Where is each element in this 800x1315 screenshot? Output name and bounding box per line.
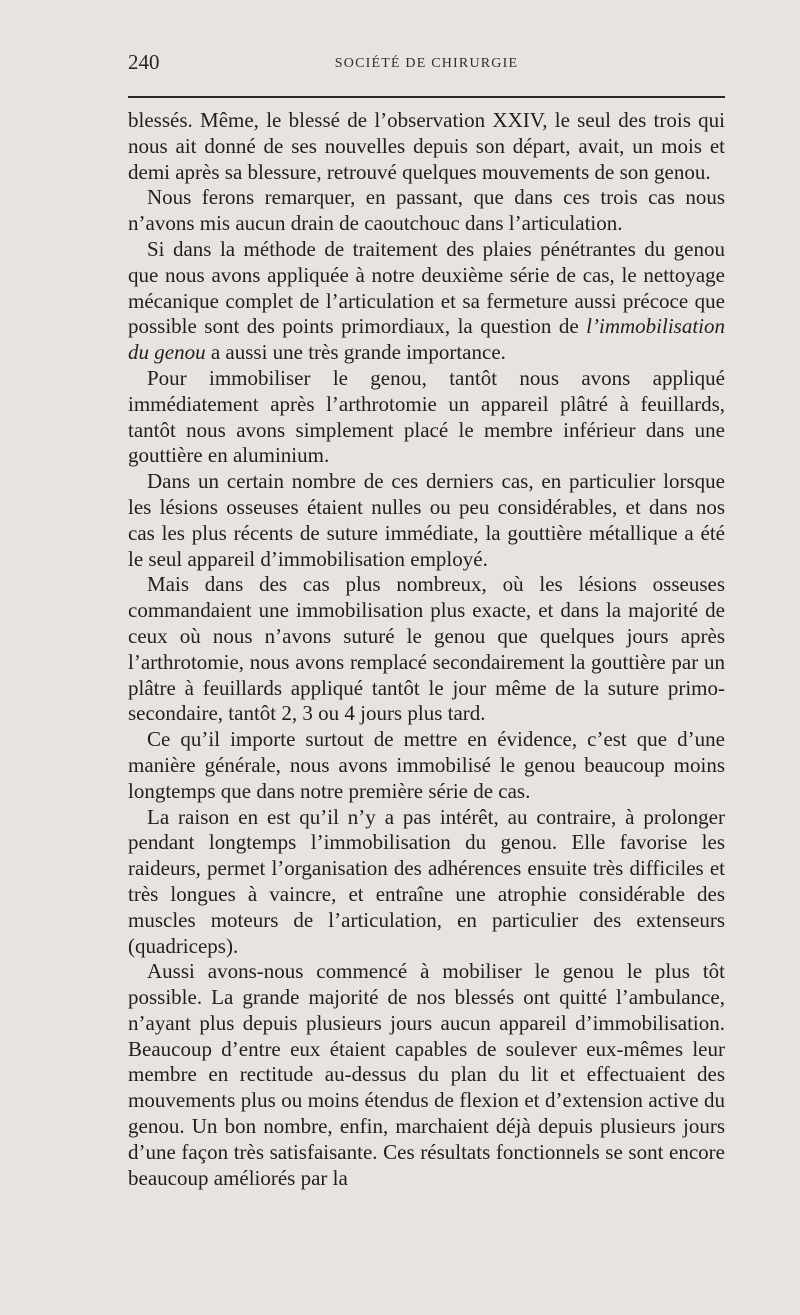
- paragraph-5: Dans un certain nombre de ces derniers cas, en particulier lorsque les lésions osseuses étaient nulles ou peu considérables, et dans nos cas les plus récents de suture immédiate, la gouttière métallique a été le seul appareil d’immobilisation employé.: [128, 469, 725, 571]
- paragraph-9: Aussi avons-nous commencé à mobiliser le genou le plus tôt possible. La grande majorité de nos blessés ont quitté l’ambulance, n’ayant plus depuis plusieurs jours aucun appareil d’immobilisation. Beaucoup d’entre eux étaient capables de soulever eux-mêmes leur membre en rectitude au-dessus du plan du lit et effectuaient des mouvements plus ou moins étendus de flexion et d’extension active du genou. Un bon nombre, enfin, marchaient déjà depuis plusieurs jours d’une façon très satisfaisante. Ces résultats fonctionnels se sont encore beaucoup améliorés par la: [128, 959, 725, 1190]
- paragraph-3-text-before: Si dans la méthode de traitement des plaies pénétrantes du genou que nous avons appliquée à notre deuxième série de cas, le nettoyage mécanique complet de l’articulation et sa fermeture aussi précoce que possible sont des points primordiaux, la question de: [128, 236, 725, 339]
- running-title: SOCIÉTÉ DE CHIRURGIE: [334, 56, 519, 71]
- paragraph-6: Mais dans des cas plus nombreux, où les lésions osseuses commandaient une immobilisation plus exacte, et dans la majorité de ceux où nous n’avons suturé le genou que quelques jours après l’arthrotomie, nous avons remplacé secondairement la gouttière par un plâtre à feuillards appliqué tantôt le jour même de la suture primo-secondaire, tantôt 2, 3 ou 4 jours plus tard.: [128, 572, 725, 726]
- page-number: 240: [128, 50, 160, 74]
- page-header: [128, 50, 725, 78]
- paragraph-2: Nous ferons remarquer, en passant, que dans ces trois cas nous n’avons mis aucun drain de caoutchouc dans l’articulation.: [128, 185, 725, 236]
- paragraph-4: Pour immobiliser le genou, tantôt nous avons appliqué immédiatement après l’arthrotomie un appareil plâtré à feuillards, tantôt nous avons simplement placé le membre inférieur dans une gouttière en aluminium.: [128, 365, 725, 468]
- header-rule: [128, 96, 725, 98]
- paragraph-3: [128, 237, 725, 366]
- paragraph-8: La raison en est qu’il n’y a pas intérêt, au contraire, à prolonger pendant longtemps l’immobilisation du genou. Elle favorise les raideurs, permet l’organisation des adhérences ensuite très difficiles et très longues à vaincre, et entraîne une atrophie considérable des muscles moteurs de l’articulation, en particulier des extenseurs (quadriceps).: [128, 804, 725, 958]
- paragraph-3-italic-term: l’immobilisation du genou: [128, 314, 725, 365]
- paragraph-3-text-after: a aussi une très grande importance.: [205, 340, 506, 365]
- paragraph-7: Ce qu’il importe surtout de mettre en évidence, c’est que d’une manière générale, nous avons immobilisé le genou beaucoup moins longtemps que dans notre première série de cas.: [128, 727, 725, 803]
- body-text: [128, 108, 725, 1191]
- paragraph-1: blessés. Même, le blessé de l’observation XXIV, le seul des trois qui nous ait donné de ses nouvelles depuis son départ, avait, un mois et demi après sa blessure, retrouvé quelques mouvements de son genou.: [128, 108, 725, 184]
